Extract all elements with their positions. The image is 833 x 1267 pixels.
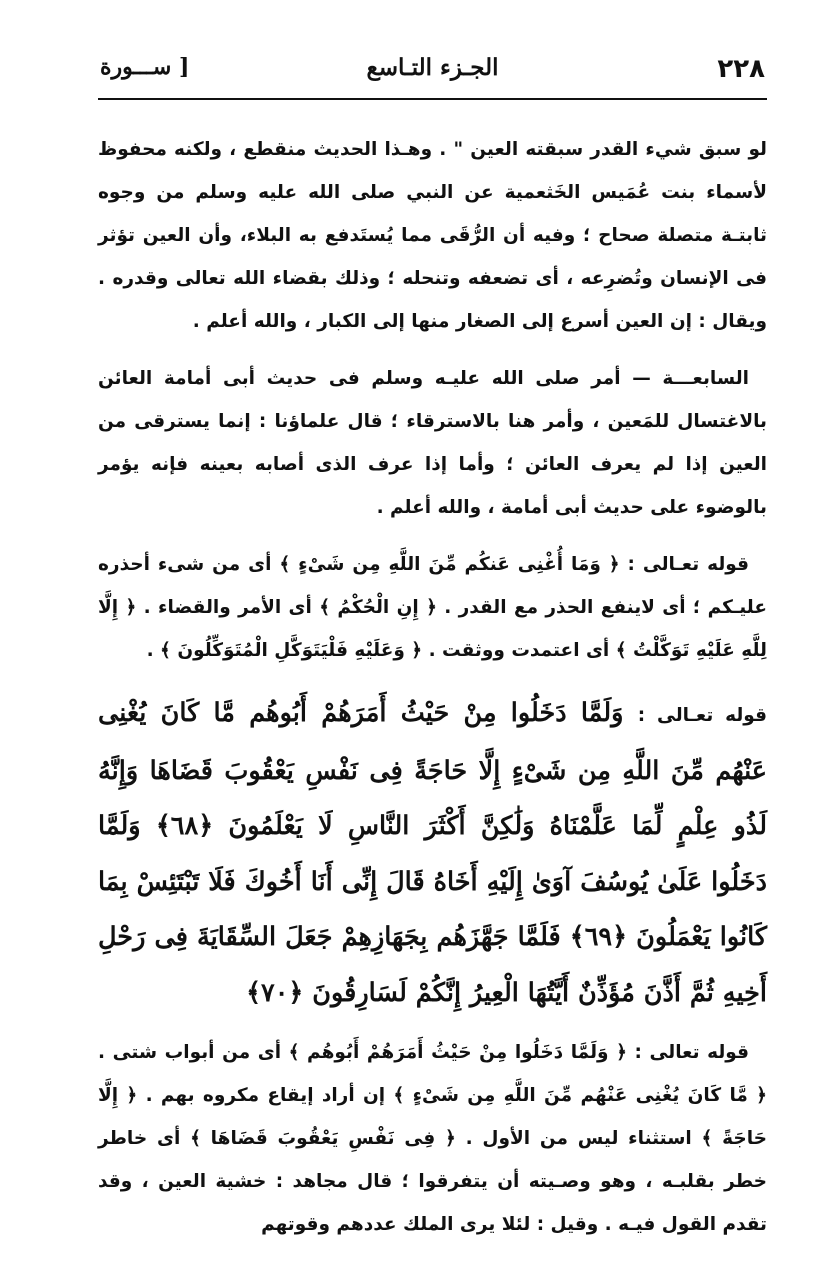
surah-label: [ ســـورة [100, 54, 190, 80]
header-divider [98, 98, 767, 100]
paragraph-commentary-verse-67: قوله تعـالى : ﴿ وَمَا أُغْنِى عَنكُم مِّنَ اللَّهِ مِن شَىْءٍ ﴾ أى من شىء أحذره عليـكم ؛ أى لاينفع الحذر مع القدر . ﴿ إِنِ الْحُكْمُ ﴾ أى الأمر والقضاء . ﴿ إِلَّا لِلَّهِ عَلَيْهِ تَوَكَّلْتُ ﴾ أى اعتمدت ووثقت . ﴿ وَعَلَيْهِ فَلْيَتَوَكَّلِ الْمُتَوَكِّلُونَ ﴾ . [98, 554, 767, 661]
quran-intro: قوله تعـالى : [637, 705, 767, 726]
quran-verses-block [98, 686, 767, 1021]
paragraph-seventh-issue: السابعـــة — أمر صلى الله عليـه وسلم فى حديث أبى أمامة العائن بالاغتسال للمَعين ، وأمر هنا بالاسترقاء ؛ قال علماؤنا : إنما يسترقى من العين إذا لم يعرف العائن ؛ وأما إذا عرف الذى أصابه بعينه فإنه يؤمر بالوضوء على حديث أبى أمامة ، والله أعلم . [98, 368, 767, 518]
paragraph-hadith-evil-eye: لو سبق شيء القدر سبقته العين " . وهـذا الحديث منقطع ، ولكنه محفوظ لأسماء بنت عُمَيس الخَثعمية عن النبي صلى الله عليه وسلم من وجوه ثابتـة متصلة صحاح ؛ وفيه أن الرُّقَى مما يُستَدفع به البلاء، وأن العين تؤثر فى الإنسان وتُضرِعه ، أى تضعفه وتنحله ؛ وذلك بقضاء الله تعالى وقدره . ويقال : إن العين أسرع إلى الصغار منها إلى الكبار ، والله أعلم . [98, 139, 767, 332]
page-body [98, 128, 767, 1260]
page-number: ٢٢٨ [717, 54, 765, 84]
part-title: الجـزء التـاسع [366, 54, 499, 81]
paragraph-commentary-verse-68: قوله تعالى : ﴿ وَلَمَّا دَخَلُوا مِنْ حَيْثُ أَمَرَهُمْ أَبُوهُم ﴾ أى من أبواب شتى . ﴿ مَّا كَانَ يُغْنِى عَنْهُم مِّنَ اللَّهِ مِن شَىْءٍ ﴾ إن أراد إيقاع مكروه بهم . ﴿ إِلَّا حَاجَةً ﴾ استثناء ليس من الأول . ﴿ فِى نَفْسِ يَعْقُوبَ قَضَاهَا ﴾ أى خاطر خطر بقلبـه ، وهو وصـيته أن يتفرقوا ؛ قال مجاهد : خشية العين ، وقد تقدم القول فيـه . وقيل : لئلا يرى الملك عددهم وقوتهم [98, 1042, 767, 1235]
quran-verse-text: وَلَمَّا دَخَلُوا مِنْ حَيْثُ أَمَرَهُمْ أَبُوهُم مَّا كَانَ يُغْنِى عَنْهُم مِّنَ اللَّهِ مِن شَىْءٍ إِلَّا حَاجَةً فِى نَفْسِ يَعْقُوبَ قَضَاهَا وَإِنَّهُ لَذُو عِلْمٍ لِّمَا عَلَّمْنَاهُ وَلَٰكِنَّ أَكْثَرَ النَّاسِ لَا يَعْلَمُونَ ﴿٦٨﴾ وَلَمَّا دَخَلُوا عَلَىٰ يُوسُفَ آوَىٰ إِلَيْهِ أَخَاهُ قَالَ إِنِّى أَنَا أَخُوكَ فَلَا تَبْتَئِسْ بِمَا كَانُوا يَعْمَلُونَ ﴿٦٩﴾ فَلَمَّا جَهَّزَهُم بِجَهَازِهِمْ جَعَلَ السِّقَايَةَ فِى رَحْلِ أَخِيهِ ثُمَّ أَذَّنَ مُؤَذِّنٌ أَيَّتُهَا الْعِيرُ إِنَّكُمْ لَسَارِقُونَ ﴿٧٠﴾ [98, 698, 768, 1008]
page-header [100, 48, 765, 96]
